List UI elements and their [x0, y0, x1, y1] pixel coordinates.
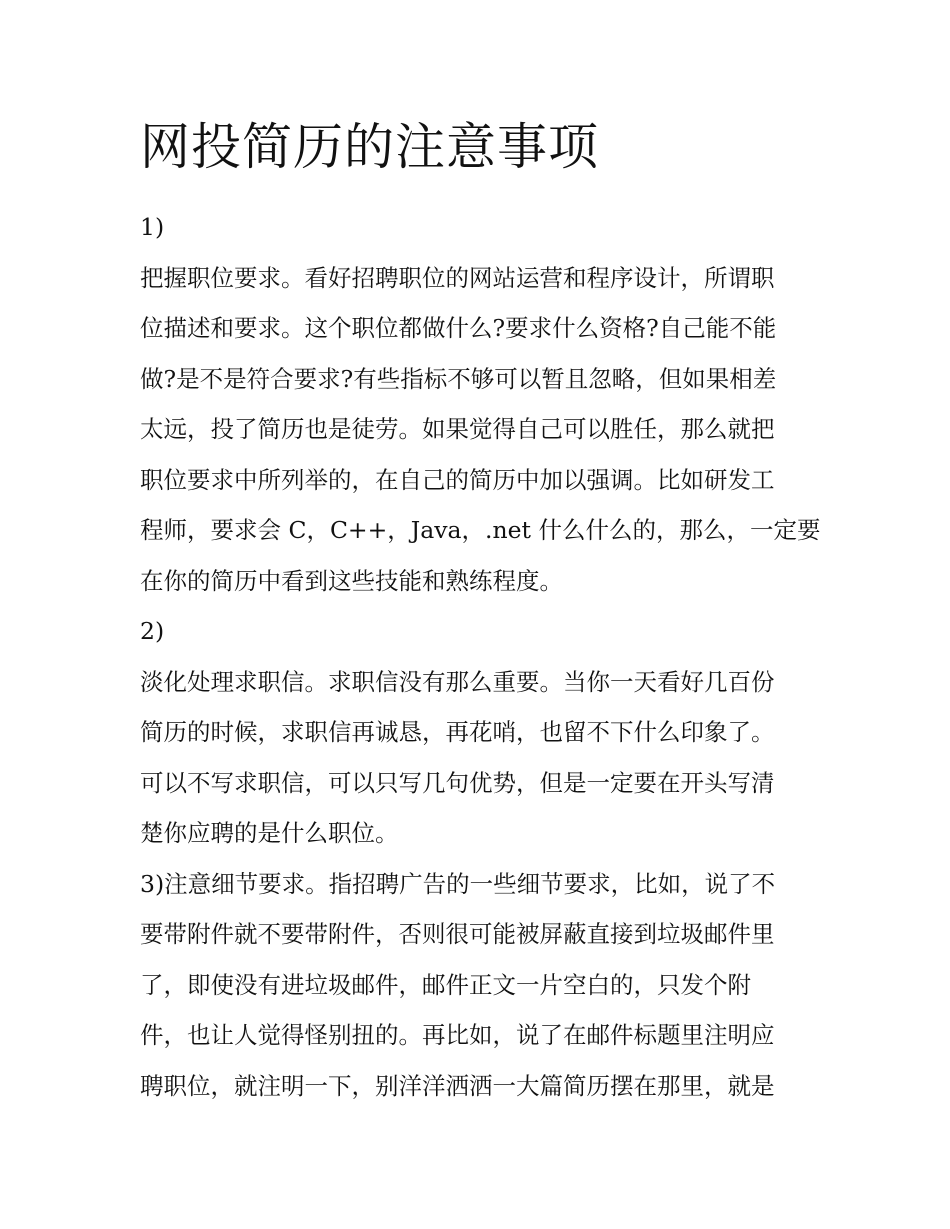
text-line: 要带附件就不要带附件，否则很可能被屏蔽直接到垃圾邮件里	[140, 920, 775, 948]
text-line: 简历的时候，求职信再诚恳，再花哨，也留不下什么印象了。	[140, 718, 775, 746]
text-line: 件，也让人觉得怪别扭的。再比如，说了在邮件标题里注明应	[140, 1021, 775, 1049]
text-line: 可以不写求职信，可以只写几句优势，但是一定要在开头写清	[140, 768, 775, 797]
text-line: 在你的简历中看到这些技能和熟练程度。	[140, 566, 563, 595]
text-line: 位描述和要求。这个职位都做什么?要求什么资格?自己能不能	[140, 314, 777, 342]
text-line: 楚你应聘的是什么职位。	[140, 819, 399, 847]
document-body	[140, 202, 820, 1111]
text-line: 做?是不是符合要求?有些指标不够可以暂且忽略，但如果相差	[140, 364, 777, 393]
text-line: 程师，要求会 C，C++，Java，.net 什么什么的，那么，一定要	[140, 516, 821, 544]
text-line: 3)注意细节要求。指招聘广告的一些细节要求，比如，说了不	[140, 869, 776, 898]
text-line: 2)	[140, 617, 165, 645]
text-line: 了，即使没有进垃圾邮件，邮件正文一片空白的，只发个附	[140, 970, 751, 999]
text-line: 1)	[140, 213, 165, 241]
document-title: 网投简历的注意事项	[140, 118, 599, 176]
text-line: 职位要求中所列举的，在自己的简历中加以强调。比如研发工	[140, 465, 775, 494]
text-line: 把握职位要求。看好招聘职位的网站运营和程序设计，所谓职	[140, 263, 775, 292]
text-line: 聘职位，就注明一下，别洋洋洒洒一大篇简历摆在那里，就是	[140, 1071, 775, 1100]
text-line: 淡化处理求职信。求职信没有那么重要。当你一天看好几百份	[140, 667, 775, 696]
text-line: 太远，投了简历也是徒劳。如果觉得自己可以胜任，那么就把	[140, 415, 775, 443]
